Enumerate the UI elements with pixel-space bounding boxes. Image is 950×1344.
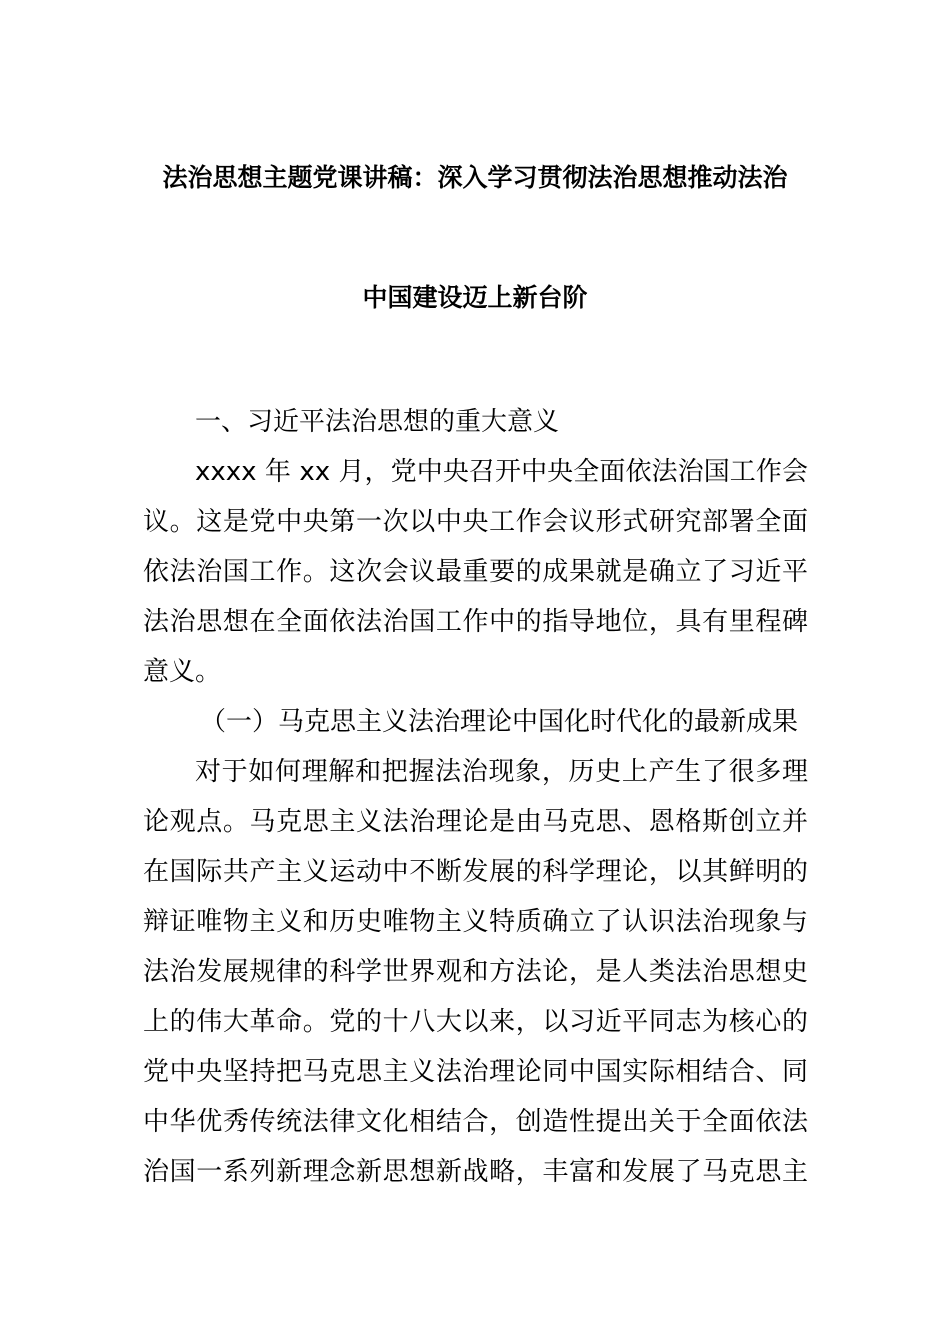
paragraph-line: 中华优秀传统法律文化相结合，创造性提出关于全面依法: [143, 1107, 808, 1137]
paragraph-line: 治国一系列新理念新思想新战略，丰富和发展了马克思主: [143, 1157, 808, 1187]
document-title-line-2: 中国建设迈上新台阶: [362, 283, 588, 312]
paragraph-line: 对于如何理解和把握法治现象，历史上产生了很多理: [195, 757, 808, 787]
paragraph-line: 论观点。马克思主义法治理论是由马克思、恩格斯创立并: [143, 807, 808, 837]
paragraph-line: 意义。: [143, 657, 222, 687]
paragraph-line: xxxx 年 xx 月，党中央召开中央全面依法治国工作会: [195, 457, 808, 487]
paragraph-line: 法治思想在全面依法治国工作中的指导地位，具有里程碑: [143, 607, 808, 637]
section-heading: 一、习近平法治思想的重大意义: [195, 407, 560, 437]
paragraph-line: 辩证唯物主义和历史唯物主义特质确立了认识法治现象与: [143, 907, 808, 937]
paragraph-line: 上的伟大革命。党的十八大以来，以习近平同志为核心的: [143, 1007, 808, 1037]
paragraph-line: 依法治国工作。这次会议最重要的成果就是确立了习近平: [143, 557, 808, 587]
document-title-line-1: 法治思想主题党课讲稿：深入学习贯彻法治思想推动法治: [162, 163, 788, 192]
paragraph-line: 法治发展规律的科学世界观和方法论，是人类法治思想史: [143, 957, 808, 987]
subsection-heading: （一）马克思主义法治理论中国化时代化的最新成果: [200, 707, 799, 737]
paragraph-line: 党中央坚持把马克思主义法治理论同中国实际相结合、同: [143, 1057, 808, 1087]
paragraph-line: 议。这是党中央第一次以中央工作会议形式研究部署全面: [143, 507, 808, 537]
paragraph-line: 在国际共产主义运动中不断发展的科学理论，以其鲜明的: [143, 857, 808, 887]
